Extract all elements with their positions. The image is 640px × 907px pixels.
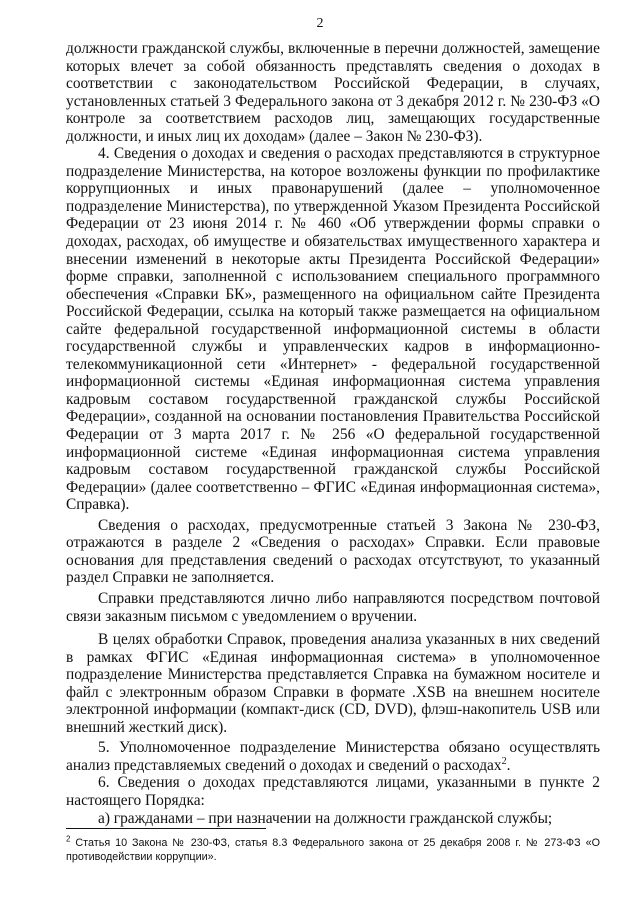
footnote-divider [66, 828, 266, 829]
footnote-mark: 2 [66, 834, 71, 844]
footnote [66, 836, 600, 864]
paragraph-submission: Справки представляются лично либо направляются посредством почтовой связи заказным письмом с уведомлением о вручении. [66, 589, 600, 625]
paragraph-continuation: должности гражданской службы, включенные в перечни должностей, замещение которых влечет за собой обязанность представлять сведения о доходах в соответствии с законодательством Российской Федерации, в случаях, установленных статьей 3 Федерального закона от 3 декабря 2012 г. № 230-ФЗ «О контроле за соответствием расходов лиц, замещающих государственные должности, и иных лиц их доходам» (далее – Закон № 230-ФЗ). [66, 40, 600, 145]
paragraph-item-6a: а) гражданами – при назначении на должности гражданской службы; [98, 809, 553, 827]
footnote-reference: 2 [501, 755, 507, 767]
page-number: 2 [316, 16, 324, 31]
paragraph-item-5-end: . [506, 756, 511, 774]
footnote-text: Статья 10 Закона № 230-ФЗ, статья 8.3 Федерального закона от 25 декабря 2008 г. № 273-ФЗ «О противодействии коррупции». [66, 837, 600, 863]
paragraph-item-5-text: 5. Уполномоченное подразделение Министерства обязано осуществлять анализ представляемых сведений о доходах и сведений о расходах [66, 739, 600, 774]
paragraph-item-4: 4. Сведения о доходах и сведения о расходах представляются в структурное подразделение Министерства, на которое возложены функции по профилактике коррупционных и иных правонарушений (далее – уполномоченное подразделение Министерства), по утвержденной Указом Президента Российской Федерации от 23 июня 2014 г. № 460 «Об утверждении формы справки о доходах, расходах, об имуществе и обязательствах имущественного характера и внесении изменений в некоторые акты Президента Российской Федерации» форме справки, заполненной с использованием специального программного обеспечения «Справки БК», размещенного на официальном сайте Президента Российской Федерации, ссылка на который также размещается на официальном сайте федеральной государственной информационной системы в области государственной службы и управленческих кадров в информационно-телекоммуникационной сети «Интернет» - федеральной государственной информационной системы «Единая информационная система управления кадровым составом государственной гражданской службы Российской Федерации», созданной на основании постановления Правительства Российской Федерации от 3 марта 2017 г. № 256 «О федеральной государственной информационной системе «Единая информационная система управления кадровым составом государственной гражданской службы Российской Федерации» (далее соответственно – ФГИС «Единая информационная система», Справка). [66, 145, 600, 514]
body-text [66, 40, 600, 827]
paragraph-expenses: Сведения о расходах, предусмотренные статьей 3 Закона № 230-ФЗ, отражаются в разделе 2 «Сведения о расходах» Справки. Если правовые основания для представления сведений о расходах отсутствуют, то указанный раздел Справки не заполняется. [66, 516, 600, 587]
paragraph-item-6: 6. Сведения о доходах представляются лицами, указанными в пункте 2 настоящего Порядка: [66, 774, 600, 809]
paragraph-item-5 [66, 739, 600, 774]
paragraph-processing: В целях обработки Справок, проведения анализа указанных в них сведений в рамках ФГИС «Единая информационная система» в уполномоченное подразделение Министерства представляется Справка на бумажном носителе и файл с электронным образом Справки в формате .XSB на внешнем носителе электронной информации (компакт-диск (CD, DVD), флэш-накопитель USB или внешний жесткий диск). [66, 631, 600, 736]
